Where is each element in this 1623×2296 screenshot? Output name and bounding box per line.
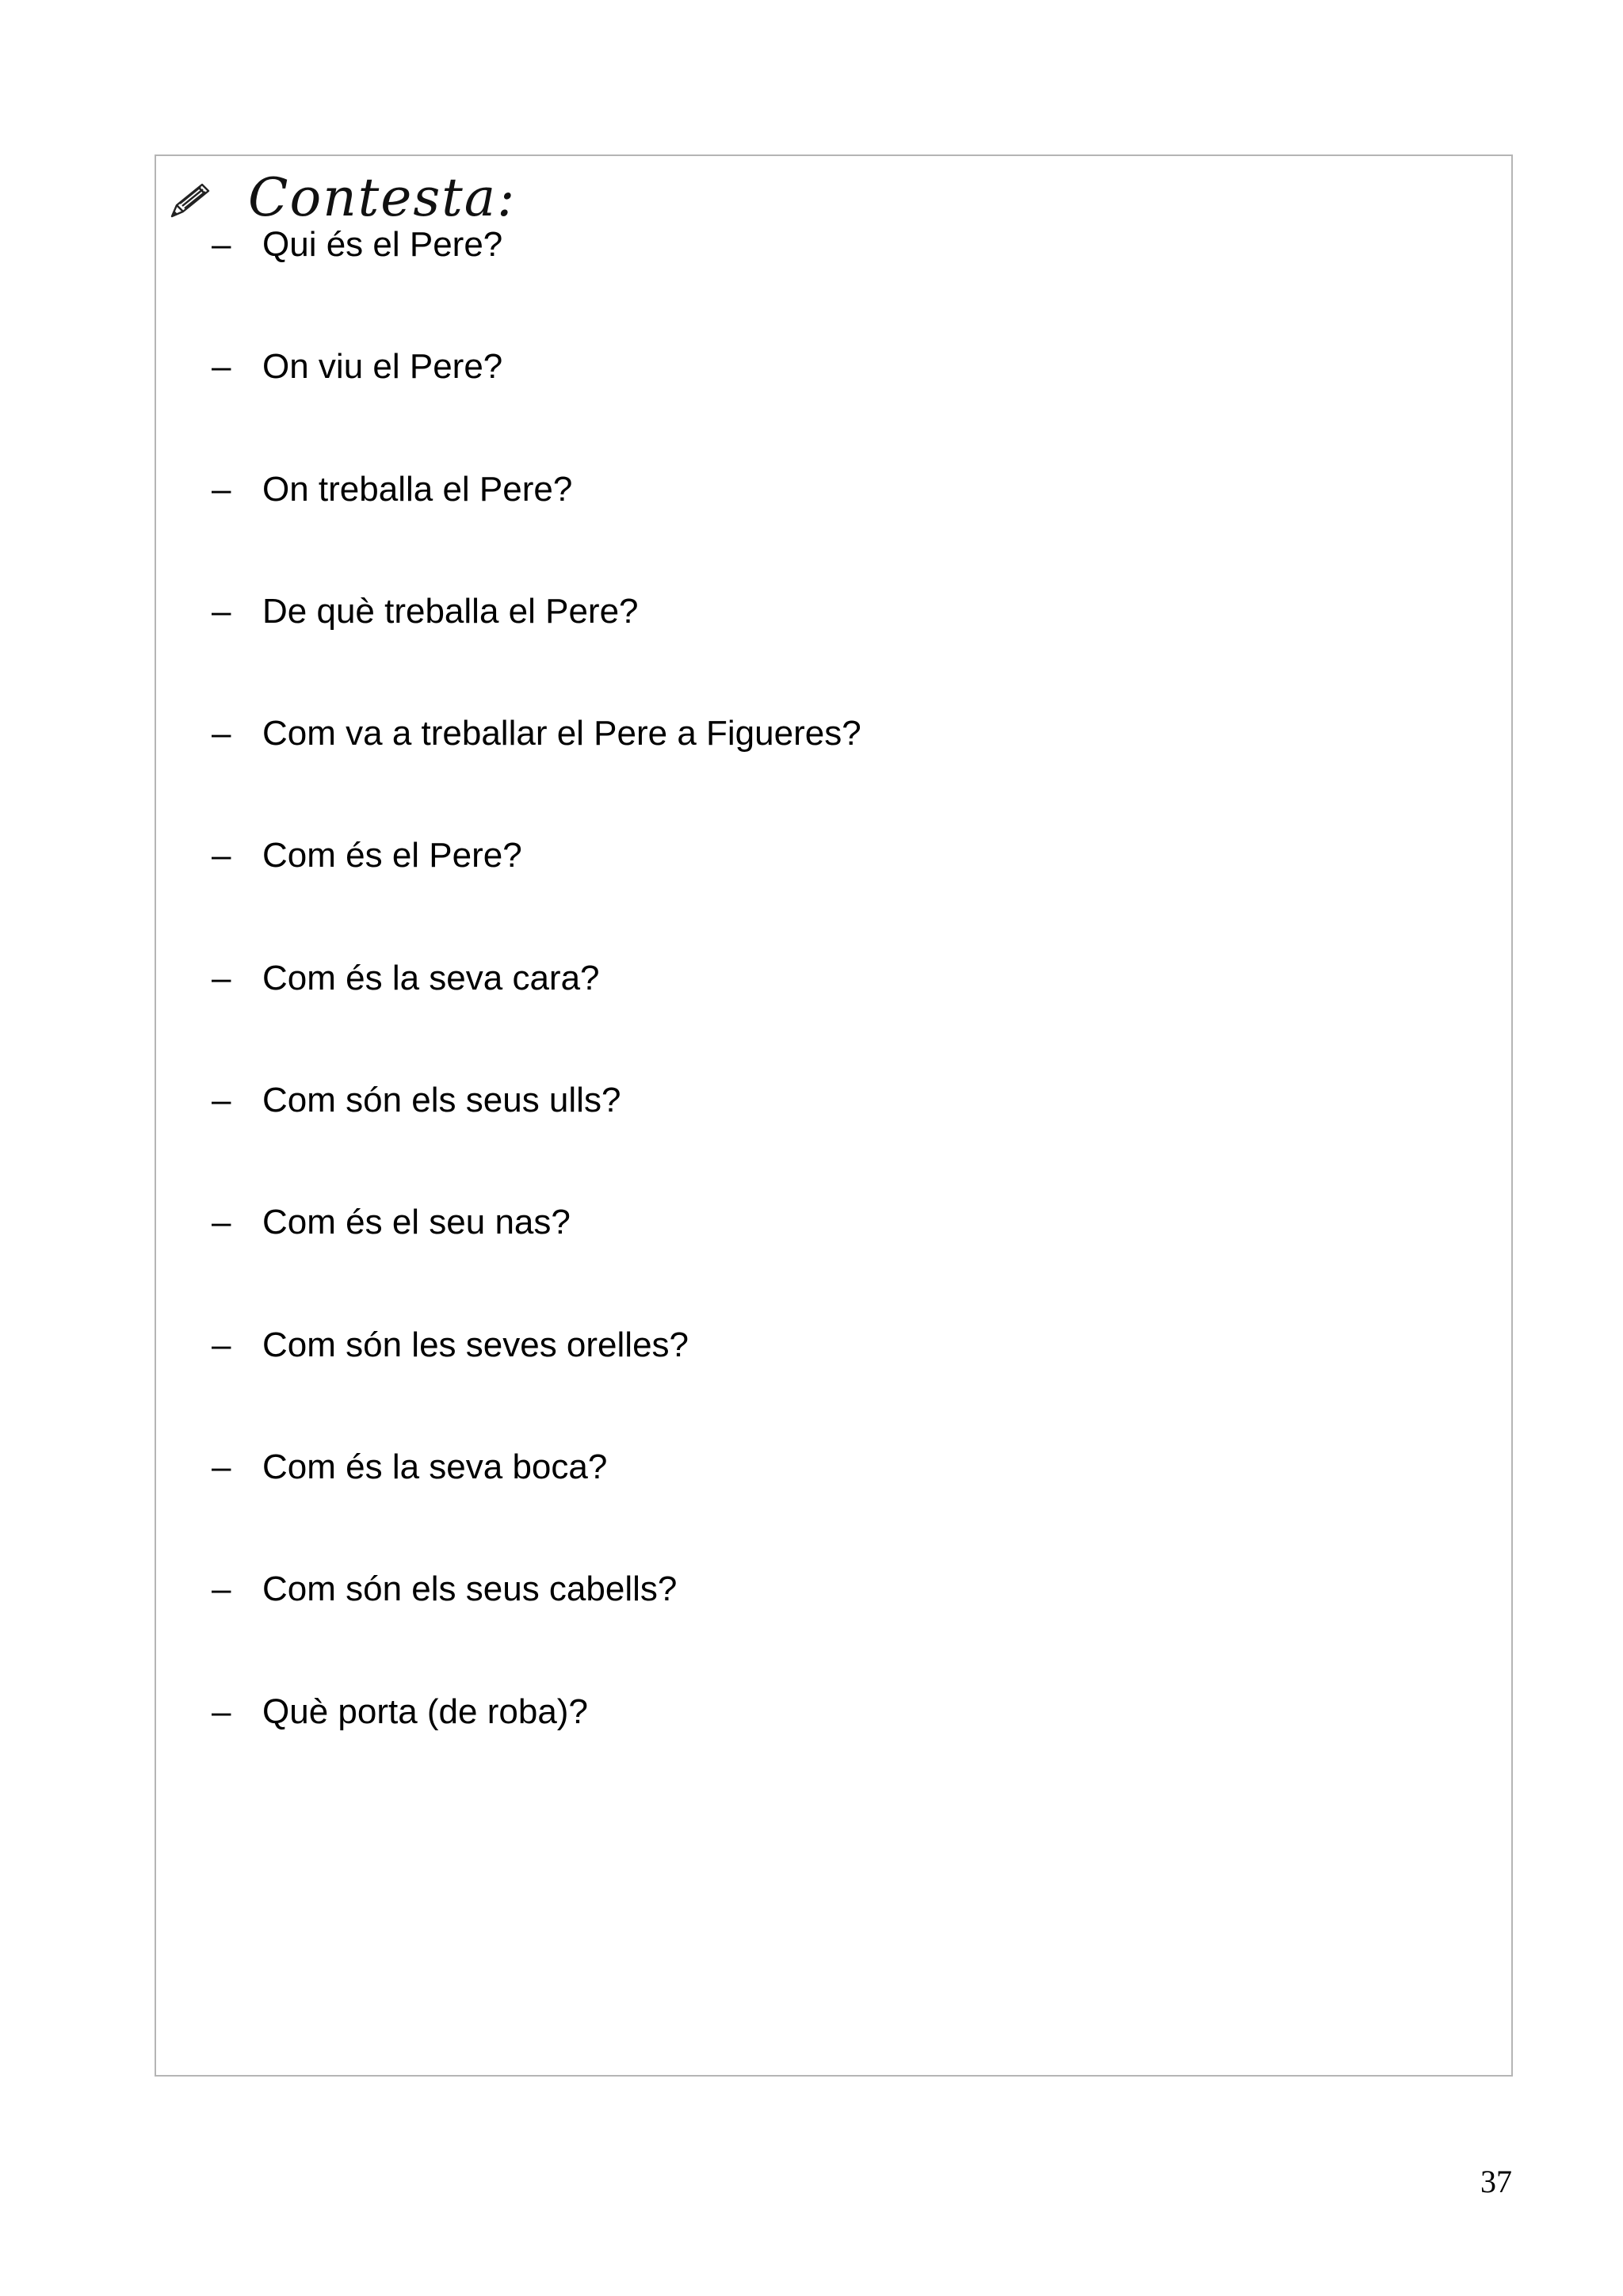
list-dash: – — [212, 1325, 231, 1364]
list-dash: – — [212, 714, 231, 753]
page-number: 37 — [1480, 2164, 1512, 2199]
question-item — [212, 832, 861, 954]
pencil-icon — [167, 181, 213, 221]
list-dash: – — [212, 1203, 231, 1242]
question-item — [212, 343, 861, 465]
question-list — [212, 221, 861, 1810]
list-dash: – — [212, 958, 231, 997]
question-text: De què treballa el Pere? — [262, 591, 639, 631]
question-text: Com va a treballar el Pere a Figueres? — [262, 714, 861, 753]
question-item — [212, 1444, 861, 1566]
question-item — [212, 1322, 861, 1444]
list-dash: – — [212, 225, 231, 264]
question-text: Com són els seus ulls? — [262, 1081, 621, 1120]
list-dash: – — [212, 1081, 231, 1120]
question-item — [212, 588, 861, 710]
question-text: Què porta (de roba)? — [262, 1691, 588, 1731]
list-dash: – — [212, 1447, 231, 1486]
question-item — [212, 710, 861, 832]
question-item — [212, 466, 861, 588]
list-dash: – — [212, 347, 231, 387]
exercise-box — [155, 154, 1513, 2077]
list-dash: – — [212, 1569, 231, 1609]
question-text: Com són els seus cabells? — [262, 1569, 678, 1609]
list-dash: – — [212, 469, 231, 509]
question-text: Com és la seva cara? — [262, 958, 600, 997]
question-item — [212, 1566, 861, 1688]
list-dash: – — [212, 591, 231, 631]
question-item — [212, 221, 861, 343]
question-text: Com és el Pere? — [262, 836, 522, 875]
question-item — [212, 1199, 861, 1321]
exercise-title: Contesta: — [248, 167, 517, 228]
question-text: Com són les seves orelles? — [262, 1325, 689, 1364]
question-item — [212, 955, 861, 1077]
question-text: On treballa el Pere? — [262, 469, 573, 509]
question-item — [212, 1077, 861, 1199]
list-dash: – — [212, 1691, 231, 1731]
question-text: On viu el Pere? — [262, 347, 503, 387]
question-text: Qui és el Pere? — [262, 225, 503, 264]
list-dash: – — [212, 836, 231, 875]
question-item — [212, 1688, 861, 1810]
question-text: Com és la seva boca? — [262, 1447, 608, 1486]
question-text: Com és el seu nas? — [262, 1203, 571, 1242]
